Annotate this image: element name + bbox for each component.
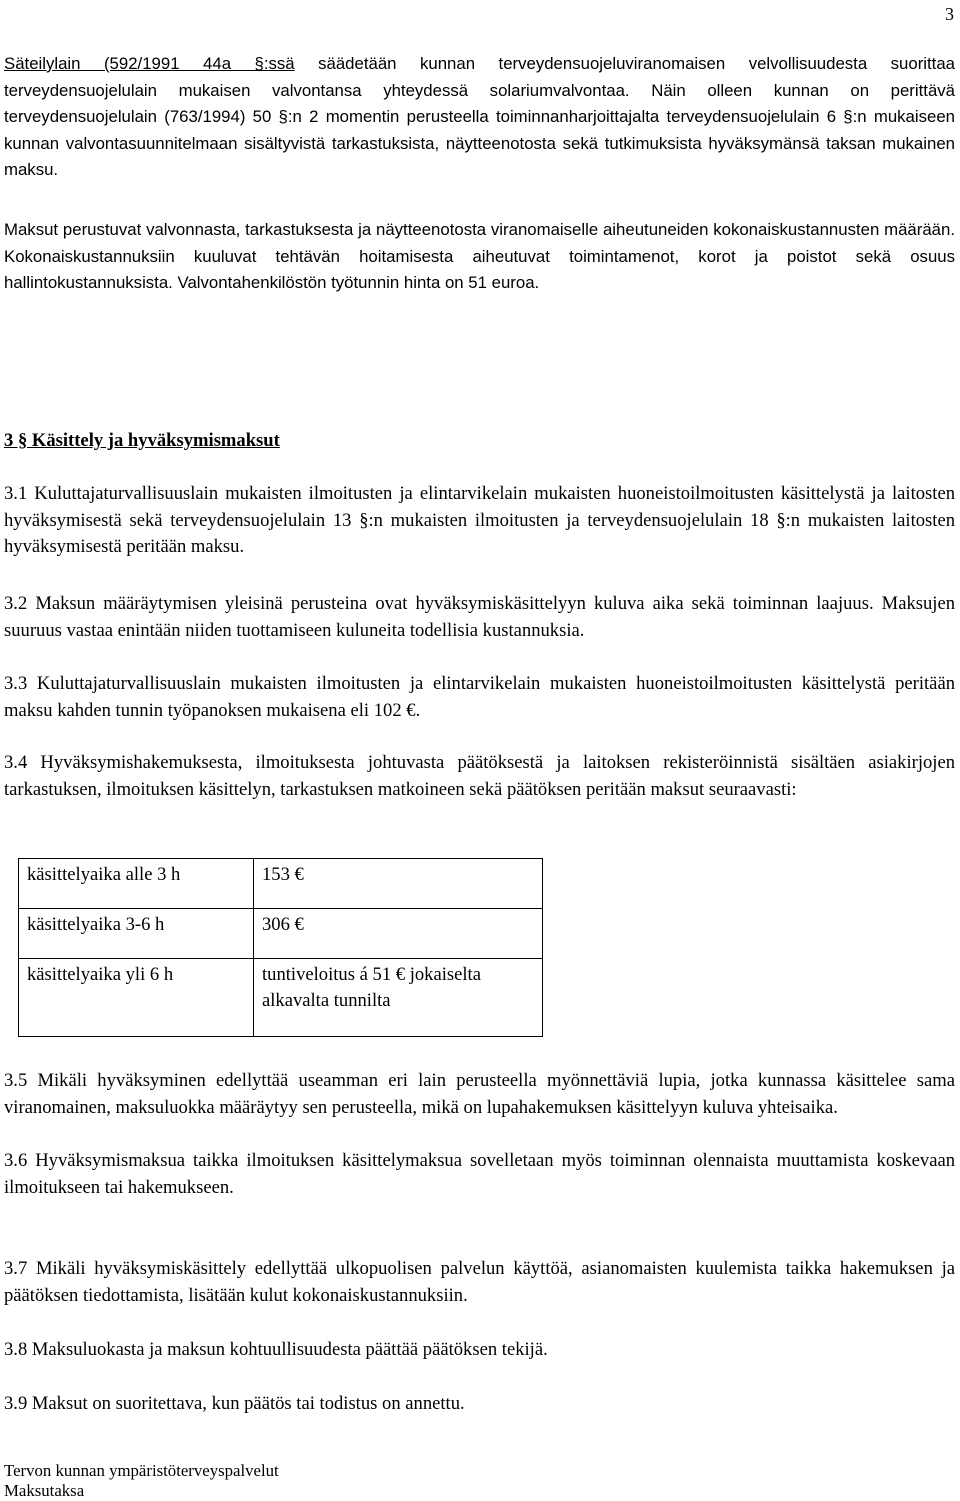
fee-table <box>18 858 543 1037</box>
section-heading: 3 § Käsittely ja hyväksymismaksut <box>4 430 280 451</box>
law-reference-link: Säteilylain (592/1991 44a §:ssä <box>4 54 295 73</box>
paragraph-3-6: 3.6 Hyväksymismaksua taikka ilmoituksen käsittelymaksua sovelletaan myös toiminnan olennaista muuttamista koskevaan ilmoitukseen tai hakemukseen. <box>4 1150 955 1198</box>
paragraph-3-4: 3.4 Hyväksymishakemuksesta, ilmoituksesta johtuvasta päätöksestä ja laitoksen rekisteröinnistä sisältäen asiakirjojen tarkastuksen, ilmoituksen käsittelyn, tarkastuksen matkoineen sekä päätöksen peritään maksut seuraavasti: <box>4 752 955 800</box>
paragraph-3-2: 3.2 Maksun määräytymisen yleisinä perusteina ovat hyväksymiskäsittelyyn kuluva aika sekä toiminnan laajuus. Maksujen suuruus vastaa enintään niiden tuottamiseen kuluneita todellisia kustannuksia. <box>4 593 955 641</box>
payment-basis-paragraph: Maksut perustuvat valvonnasta, tarkastuksesta ja näytteenotosta viranomaiselle aiheutuneiden kokonaiskustannusten määrään. Kokonaiskustannuksiin kuuluvat tehtävän hoitamisesta aiheutuvat toimintamenot, korot ja poistot sekä osuus hallintokustannuksista. Valvontahenkilöstön työtunnin hinta on 51 euroa. <box>4 220 955 293</box>
paragraph-3-9: 3.9 Maksut on suoritettava, kun päätös tai todistus on annettu. <box>4 1393 465 1414</box>
fee-value: tuntiveloitus á 51 € jokaiselta alkavalta tunnilta <box>254 959 543 1037</box>
page-number: 3 <box>945 4 954 24</box>
intro-text: säädetään kunnan terveydensuojeluviranomaisen velvollisuudesta suorittaa terveydensuojelulain mukaisen valvontansa yhteydessä solariumvalvontaa. Näin olleen kunnan on perittävä terveydensuojelulain (763/1994) 50 §:n 2 momentin perusteella toiminnanharjoittajalta terveydensuojelulain 6 §:n mukaiseen kunnan valvontasuunnitelmaan sisältyvistä tarkastuksista, näytteenotosta sekä tutkimuksista hyväksymänsä taksan mukainen maksu. <box>4 54 956 180</box>
fee-value: 153 € <box>254 859 543 909</box>
footer-document-name: Maksutaksa <box>4 1481 85 1500</box>
paragraph-3-5: 3.5 Mikäli hyväksyminen edellyttää useamman eri lain perusteella myönnettäviä lupia, jotka kunnassa käsittelee sama viranomainen, maksuluokka määräytyy sen perusteella, mikä on lupahakemuksen käsittelyyn kuluva yhteisaika. <box>4 1070 955 1118</box>
fee-value: 306 € <box>254 909 543 959</box>
intro-paragraph <box>4 51 955 184</box>
paragraph-3-8: 3.8 Maksuluokasta ja maksun kohtuullisuudesta päättää päätöksen tekijä. <box>4 1339 548 1360</box>
fee-label: käsittelyaika yli 6 h <box>19 959 254 1037</box>
table-row <box>19 909 543 959</box>
footer <box>4 1461 279 1501</box>
fee-label: käsittelyaika alle 3 h <box>19 859 254 909</box>
footer-organization: Tervon kunnan ympäristöterveyspalvelut <box>4 1461 279 1480</box>
table-row <box>19 859 543 909</box>
table-row <box>19 959 543 1037</box>
paragraph-3-3: 3.3 Kuluttajaturvallisuuslain mukaisten ilmoitusten ja elintarvikelain mukaisten huoneistoilmoitusten käsittelystä peritään maksu kahden tunnin työpanoksen mukaisena eli 102 €. <box>4 673 955 721</box>
paragraph-3-7: 3.7 Mikäli hyväksymiskäsittely edellyttää ulkopuolisen palvelun käyttöä, asianomaisten kuulemista taikka hakemuksen ja päätöksen tiedottamista, lisätään kulut kokonaiskustannuksiin. <box>4 1258 955 1306</box>
fee-label: käsittelyaika 3-6 h <box>19 909 254 959</box>
paragraph-3-1: 3.1 Kuluttajaturvallisuuslain mukaisten ilmoitusten ja elintarvikelain mukaisten huoneistoilmoitusten käsittelystä ja laitosten hyväksymisestä sekä terveydensuojelulain 13 §:n mukaisten ilmoitusten ja terveydensuojelulain 18 §:n mukaisten laitosten hyväksymisestä peritään maksu. <box>4 483 955 558</box>
